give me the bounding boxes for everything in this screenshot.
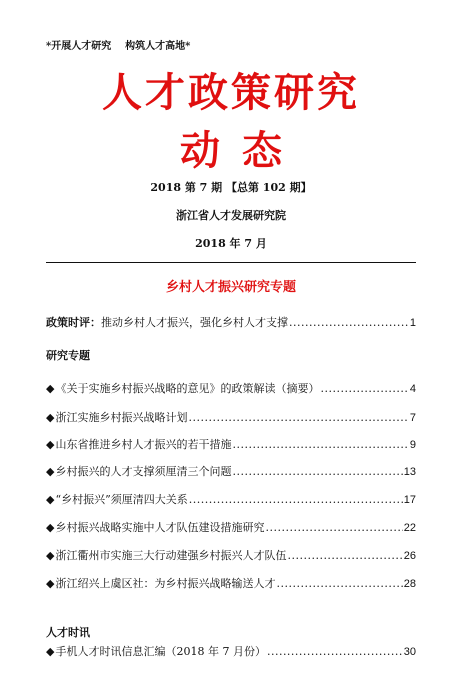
page-number: 26 [403,550,416,562]
toc-entry-text: 乡村振兴战略实施中人才队伍建设措施研究 [55,521,265,534]
diamond-bullet-icon: ◆ [46,521,55,534]
toc-entry[interactable] [46,577,416,591]
toc-entry[interactable] [46,493,416,507]
toc-entry-text: 手机人才时讯信息汇编（2018 年 7 月份） [55,645,266,658]
page-number: 17 [403,494,416,506]
toc-entry-text: 《关于实施乡村振兴战略的意见》的政策解读（摘要） [55,382,320,395]
toc-entry-text: 山东省推进乡村人才振兴的若干措施 [55,438,232,451]
leader-dots [289,316,409,330]
page-number: 9 [409,439,416,451]
toc-entry[interactable] [46,411,416,425]
toc-entry[interactable] [46,465,416,479]
page-number: 1 [409,317,416,329]
toc-entry[interactable] [46,521,416,535]
diamond-bullet-icon: ◆ [46,411,55,424]
divider [46,262,416,263]
leader-dots [232,465,402,479]
toc-entry-policy[interactable] [46,316,416,330]
toc-entry-text: 推动乡村人才振兴，强化乡村人才支撑 [101,316,288,329]
leader-dots [287,549,402,563]
leader-dots [267,645,403,659]
diamond-bullet-icon: ◆ [46,465,55,478]
issue-topic: 乡村人才振兴研究专题 [165,280,296,295]
page-number: 28 [403,578,416,590]
leader-dots [232,438,408,452]
section-heading-news: 人才时讯 [46,626,90,639]
toc-entry[interactable] [46,645,416,659]
issue-number: 2018 第 7 期 【总第 102 期】 [150,181,312,194]
toc-entry-text: 浙江绍兴上虞区社：为乡村振兴战略输送人才 [55,577,276,590]
toc-entry[interactable] [46,438,416,452]
diamond-bullet-icon: ◆ [46,382,55,395]
leader-dots [276,577,402,591]
leader-dots [320,382,408,396]
journal-title-sub: 动态 [180,127,304,174]
toc-entry-text: 浙江实施乡村振兴战略计划 [55,411,188,424]
leader-dots [265,521,402,535]
publication-date: 2018 年 7 月 [195,237,267,250]
toc-entry-text: 乡村振兴的人才支撑须厘清三个问题 [55,465,232,478]
slogan: *开展人才研究 构筑人才高地* [46,41,191,52]
toc-entry[interactable] [46,382,416,396]
toc-entry-text: “乡村振兴”须厘清四大关系 [55,493,188,506]
toc-entry[interactable] [46,549,416,563]
page-number: 13 [403,466,416,478]
leader-dots [188,411,408,425]
section-heading-research: 研究专题 [46,349,90,362]
diamond-bullet-icon: ◆ [46,577,55,590]
page-number: 4 [409,383,416,395]
diamond-bullet-icon: ◆ [46,493,55,506]
toc-entry-text: 浙江衢州市实施三大行动建强乡村振兴人才队伍 [55,549,287,562]
diamond-bullet-icon: ◆ [46,438,55,451]
leader-dots [189,493,403,507]
page-number: 7 [409,412,416,424]
policy-label: 政策时评： [46,316,101,329]
journal-title: 人才政策研究 [102,69,360,116]
diamond-bullet-icon: ◆ [46,549,55,562]
organization: 浙江省人才发展研究院 [176,209,286,222]
page-number: 22 [403,522,416,534]
diamond-bullet-icon: ◆ [46,645,55,658]
page-number: 30 [403,646,416,658]
